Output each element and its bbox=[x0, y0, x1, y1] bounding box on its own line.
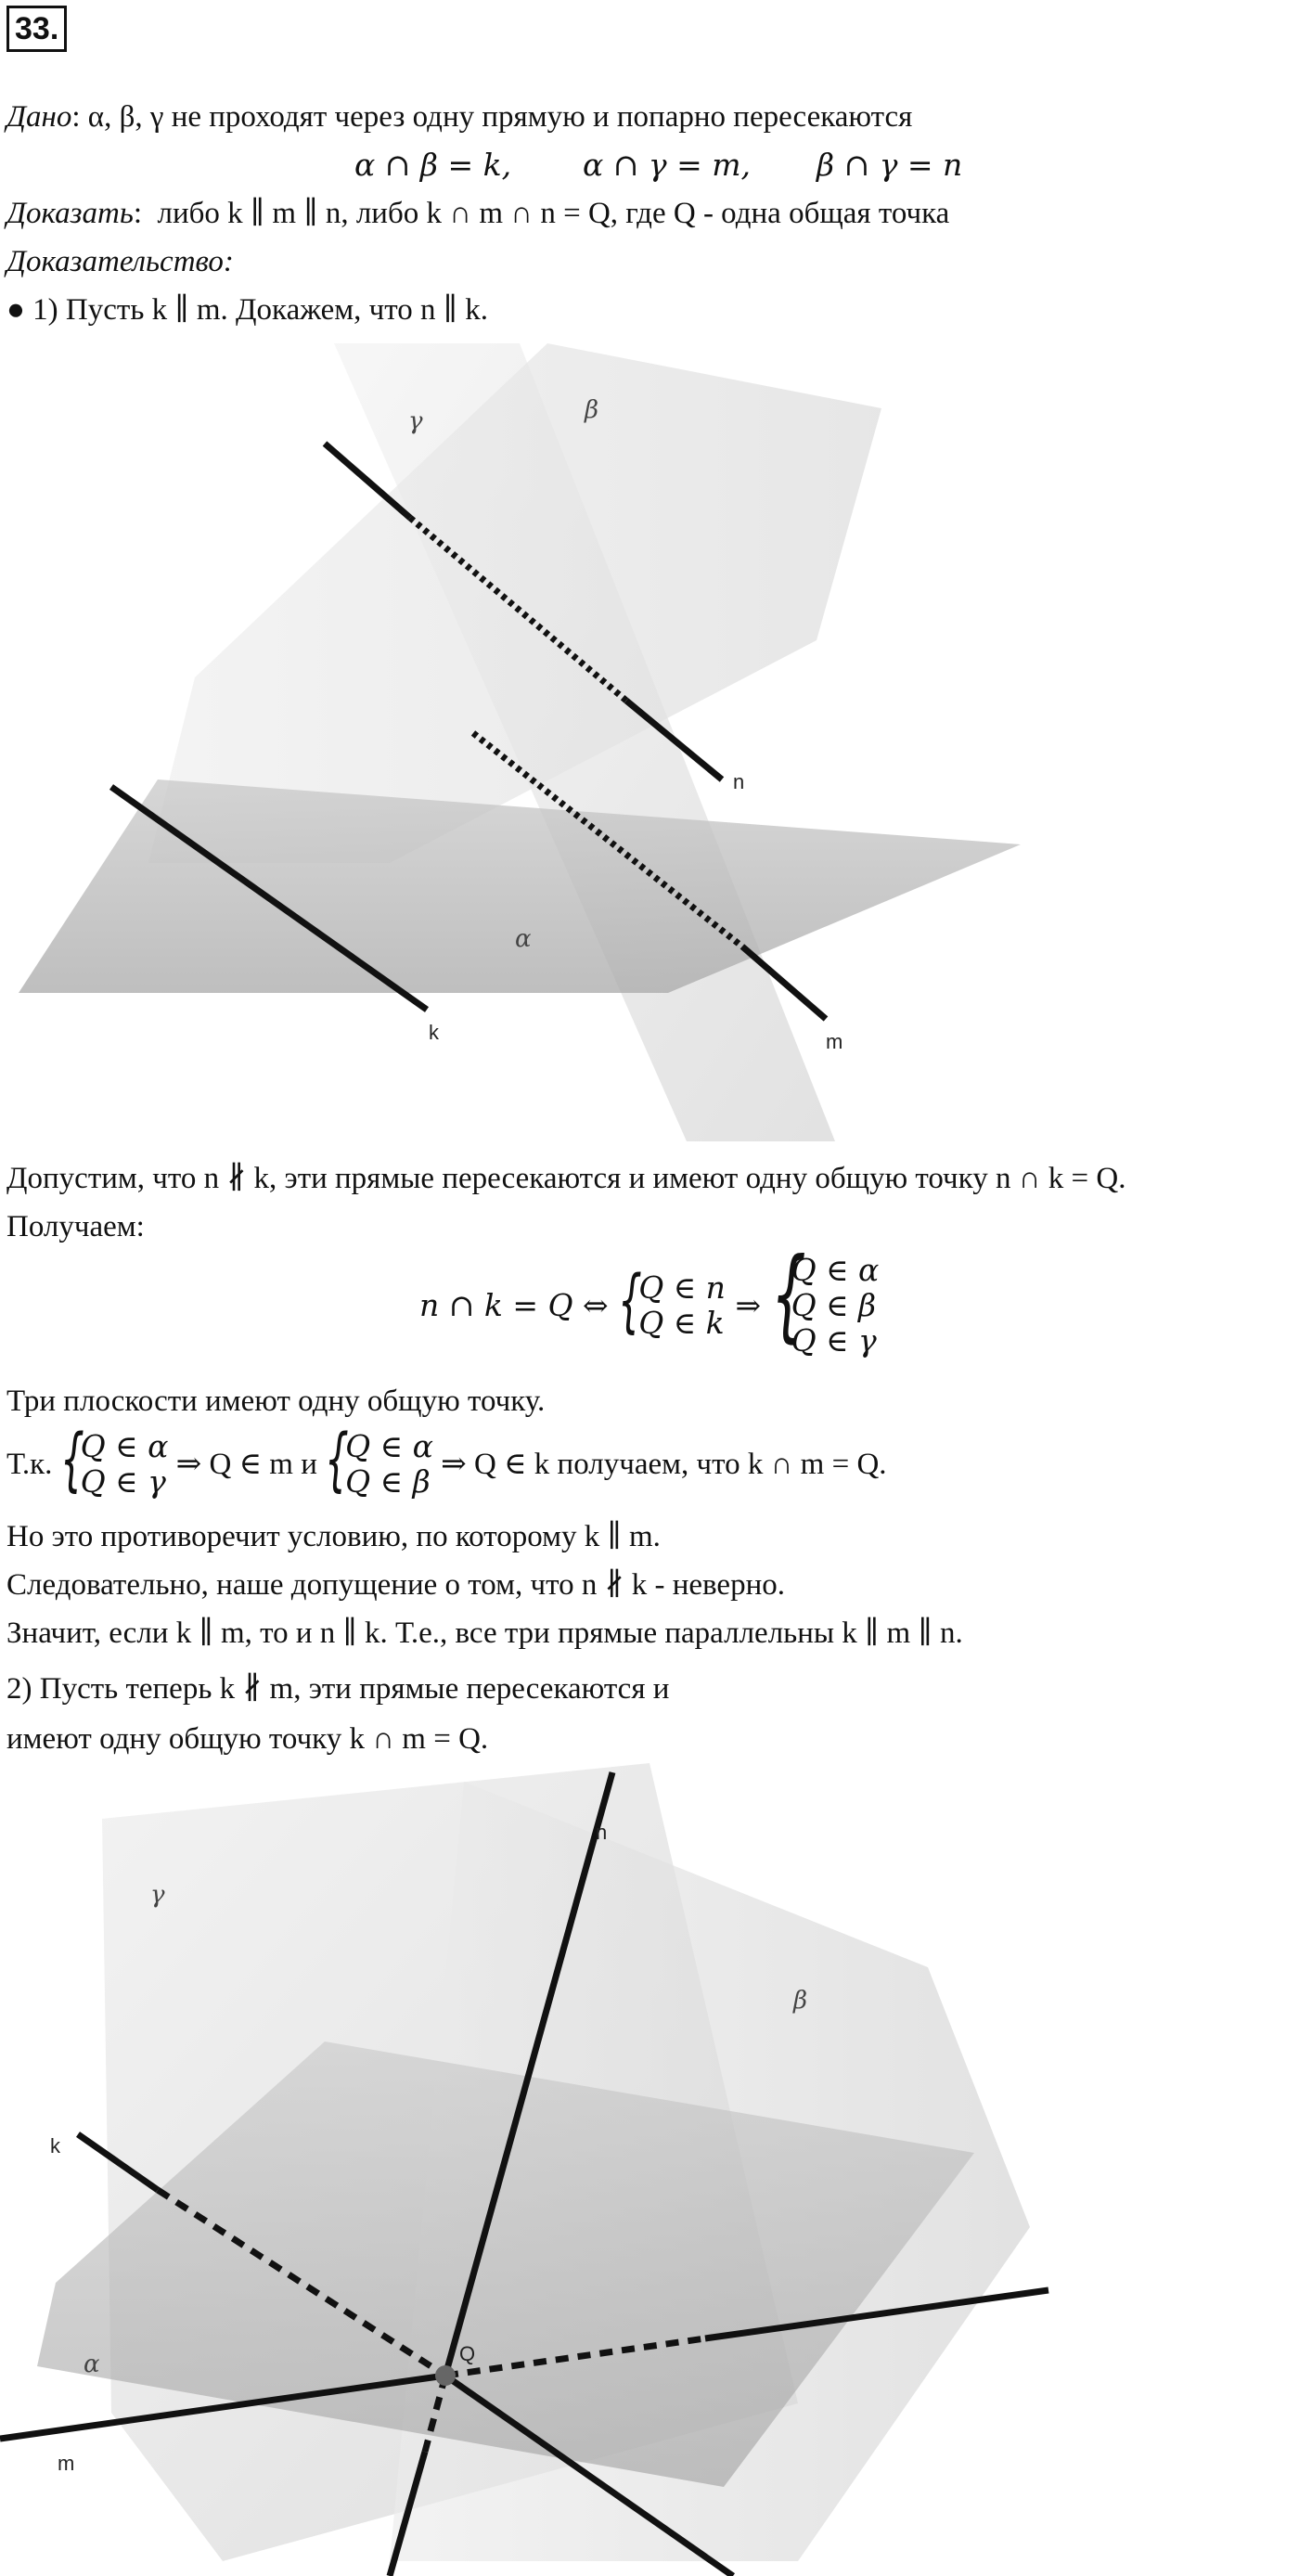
tk-mid1: ⇒ Q ∈ m и bbox=[175, 1448, 317, 1481]
label-n: n bbox=[733, 770, 745, 793]
proof-label-text: Доказательство bbox=[6, 245, 224, 278]
system1-b-row: Q ∈ α bbox=[791, 1252, 880, 1288]
tk-system-a: { Q ∈ α Q ∈ γ bbox=[59, 1420, 169, 1500]
tk-a-row: Q ∈ γ bbox=[80, 1463, 166, 1500]
get-line: Получаем: bbox=[6, 1210, 145, 1243]
system1-b-row: Q ∈ γ bbox=[791, 1322, 877, 1359]
label-beta: β bbox=[793, 1987, 808, 2015]
prove-line: Доказать: либо k ∥ m ∥ n, либо k ∩ m ∩ n = Q, где Q - одна общая точка bbox=[6, 197, 950, 230]
tk-system-b: { Q ∈ α Q ∈ β bbox=[325, 1420, 433, 1500]
label-beta: β bbox=[585, 396, 599, 424]
given-line: Дано: α, β, γ не проходят через одну прямую и попарно пересекаются bbox=[6, 100, 913, 134]
case2-line2: имеют одну общую точку k ∩ m = Q. bbox=[6, 1722, 489, 1756]
system1-b: { Q ∈ α Q ∈ β Q ∈ γ bbox=[770, 1237, 880, 1359]
three-planes-line: Три плоскости имеют одну общую точку. bbox=[6, 1385, 546, 1418]
figure-1 bbox=[0, 343, 1039, 1160]
system1-arrow: ⇒ bbox=[735, 1287, 762, 1323]
plane-beta bbox=[148, 343, 881, 863]
figure-2 bbox=[0, 1763, 1058, 2576]
system-1 bbox=[419, 1237, 880, 1359]
label-alpha: α bbox=[84, 2351, 100, 2378]
consequently-line: Следовательно, наше допущение о том, что n ∦ k - неверно. bbox=[6, 1568, 785, 1602]
prove-text: либо k ∥ m ∥ n, либо k ∩ m ∩ n = Q, где Q - одна общая точка bbox=[157, 197, 950, 230]
label-gamma: γ bbox=[150, 1881, 165, 1909]
problem-number: 33. bbox=[6, 6, 67, 52]
system1-b-row: Q ∈ β bbox=[791, 1287, 877, 1323]
given-text: α, β, γ не проходят через одну прямую и попарно пересекаются bbox=[87, 100, 913, 134]
given-eq3: β ∩ γ = n bbox=[817, 147, 963, 183]
given-label: Дано bbox=[6, 100, 72, 134]
system1-a: { Q ∈ n Q ∈ k bbox=[618, 1261, 726, 1341]
proof-label: Доказательство: bbox=[6, 245, 234, 278]
given-eq1: α ∩ β = k, bbox=[354, 147, 512, 183]
tk-b-row: Q ∈ β bbox=[345, 1463, 431, 1500]
tk-line bbox=[6, 1420, 887, 1500]
assume-line: Допустим, что n ∦ k, эти прямые пересекаются и имеют одну общую точку n ∩ k = Q. bbox=[6, 1162, 1126, 1195]
tk-prefix: Т.к. bbox=[6, 1448, 53, 1481]
label-k: k bbox=[50, 2134, 60, 2157]
label-q: Q bbox=[459, 2342, 476, 2365]
label-gamma: γ bbox=[408, 407, 423, 435]
label-m: m bbox=[58, 2452, 75, 2475]
case2-line1: 2) Пусть теперь k ∦ m, эти прямые пересекаются и bbox=[6, 1672, 670, 1706]
prove-label: Доказать bbox=[6, 197, 134, 230]
tk-a-row: Q ∈ α bbox=[80, 1428, 169, 1464]
system1-lhs: n ∩ k = Q ⇔ bbox=[419, 1287, 609, 1323]
label-n: n bbox=[596, 1821, 608, 1844]
tk-mid2: ⇒ Q ∈ k получаем, что k ∩ m = Q. bbox=[441, 1448, 887, 1481]
label-alpha: α bbox=[515, 925, 532, 953]
given-eq2: α ∩ γ = m, bbox=[583, 147, 752, 183]
system1-a-row: Q ∈ k bbox=[638, 1305, 725, 1341]
means-line: Значит, если k ∥ m, то и n ∥ k. Т.е., все три прямые параллельны k ∥ m ∥ n. bbox=[6, 1616, 963, 1650]
tk-b-row: Q ∈ α bbox=[345, 1428, 433, 1464]
label-k: k bbox=[429, 1021, 439, 1044]
plane-alpha bbox=[19, 779, 1021, 993]
case1-line: ● 1) Пусть k ∥ m. Докажем, что n ∥ k. bbox=[6, 293, 488, 327]
label-m: m bbox=[826, 1030, 843, 1053]
system1-a-row: Q ∈ n bbox=[638, 1269, 726, 1306]
contradiction-line: Но это противоречит условию, по которому k ∥ m. bbox=[6, 1520, 661, 1553]
point-q bbox=[435, 2365, 456, 2386]
